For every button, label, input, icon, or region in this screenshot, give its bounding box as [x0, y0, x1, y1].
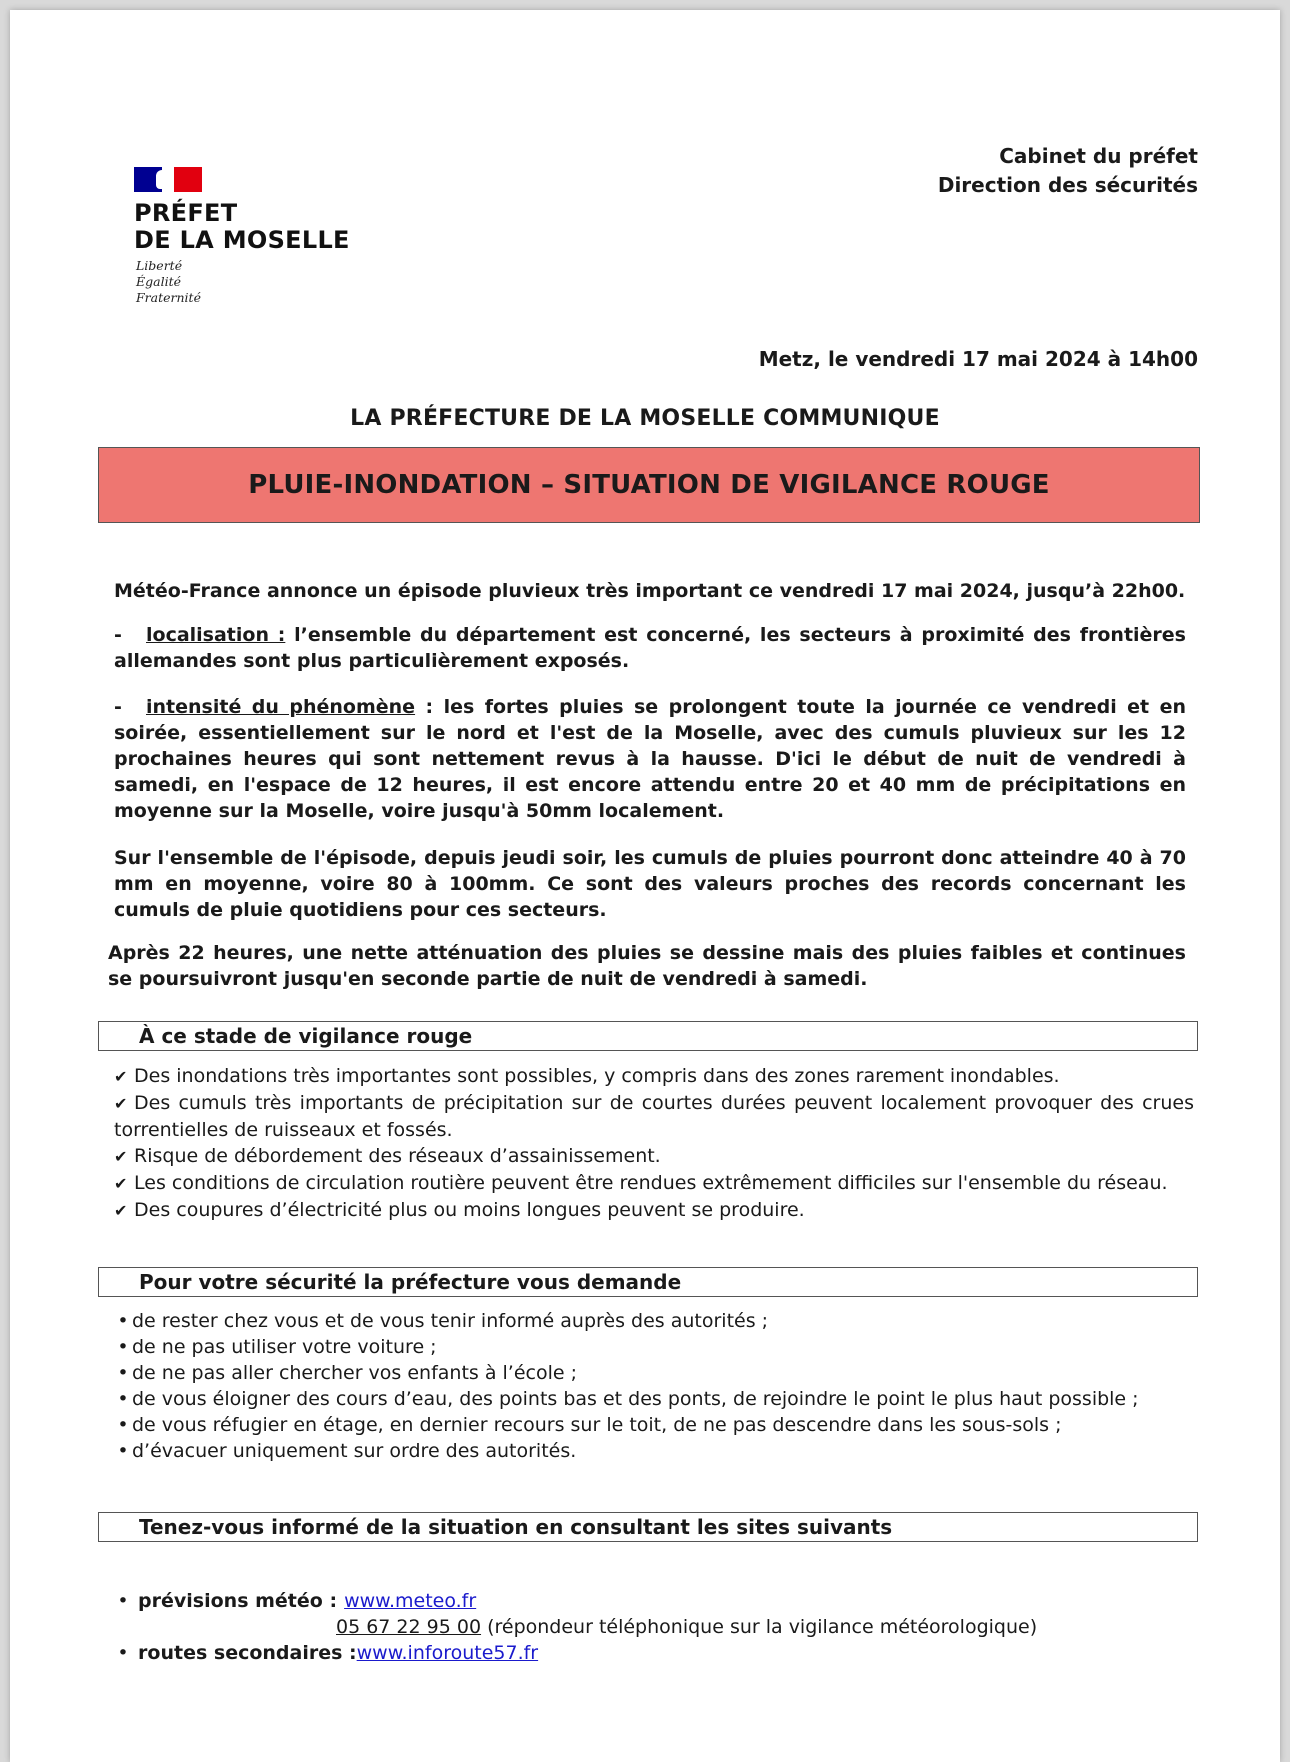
intensite-paragraph: [114, 694, 1186, 824]
meteo-link[interactable]: www.meteo.fr: [344, 1590, 477, 1612]
list-item: • de vous éloigner des cours d’eau, des points bas et des ponts, de rejoindre le point le plus haut possible ;: [114, 1386, 1194, 1412]
localisation-paragraph: [114, 622, 1186, 674]
list-item: ✔ Des inondations très importantes sont possibles, y compris dans des zones rarement inondables.: [114, 1063, 1194, 1090]
list-item: • d’évacuer uniquement sur ordre des autorités.: [114, 1438, 1194, 1464]
phone-number[interactable]: 05 67 22 95 00: [336, 1616, 482, 1638]
logo-line-1: PRÉFET: [134, 199, 238, 227]
communique-title: LA PRÉFECTURE DE LA MOSELLE COMMUNIQUE: [350, 406, 940, 431]
episode-paragraph: Sur l'ensemble de l'épisode, depuis jeudi soir, les cumuls de pluies pourront donc atteindre 40 à 70 mm en moyenne, voire 80 à 100mm. Ce sont des valeurs proches des records concernant les cumuls de pluie quotidiens pour ces secteurs.: [114, 847, 1186, 921]
inforoute-link[interactable]: www.inforoute57.fr: [356, 1642, 539, 1664]
check-icon: ✔: [114, 1201, 128, 1220]
section-title: Tenez-vous informé de la situation en consultant les sites suivants: [139, 1515, 893, 1539]
motto-liberte: Liberté: [136, 258, 183, 273]
motto-egalite: Égalité: [136, 274, 181, 289]
list-item: • de ne pas aller chercher vos enfants à l’école ;: [114, 1360, 1194, 1386]
phone-row: [114, 1614, 1194, 1640]
office-line-2: Direction des sécurités: [937, 173, 1198, 197]
dash: -: [114, 696, 122, 718]
section-title: Pour votre sécurité la préfecture vous demande: [139, 1270, 682, 1294]
office-line-1: Cabinet du préfet: [999, 144, 1198, 168]
alert-title: PLUIE-INONDATION – SITUATION DE VIGILANCE ROUGE: [248, 470, 1050, 500]
bullet-icon: •: [117, 1310, 129, 1332]
section-header-securite: [98, 1267, 1198, 1297]
marianne-flag-icon: [134, 167, 202, 192]
intensite-label: intensité du phénomène: [146, 696, 416, 718]
section-header-vigilance: [98, 1021, 1198, 1051]
date-line: Metz, le vendredi 17 mai 2024 à 14h00: [758, 347, 1198, 371]
republic-motto: [136, 258, 201, 306]
document-page: [10, 10, 1280, 1762]
previsions-label: prévisions météo :: [138, 1590, 338, 1612]
localisation-text: l’ensemble du département est concerné, les secteurs à proximité des frontières allemandes sont plus particulièrement exposés.: [114, 624, 1186, 672]
bullet-icon: •: [117, 1642, 129, 1664]
bullet-icon: •: [117, 1590, 129, 1612]
previsions-row: [114, 1588, 1194, 1614]
list-item: • de ne pas utiliser votre voiture ;: [114, 1334, 1194, 1360]
bullet-icon: •: [117, 1414, 129, 1436]
section-title: À ce stade de vigilance rouge: [139, 1024, 473, 1048]
phone-note: (répondeur téléphonique sur la vigilance météorologique): [481, 1616, 1038, 1638]
list-item: • de vous réfugier en étage, en dernier recours sur le toit, de ne pas descendre dans les sous-sols ;: [114, 1412, 1194, 1438]
bullet-icon: •: [117, 1388, 129, 1410]
list-item: • de rester chez vous et de vous tenir informé auprès des autorités ;: [114, 1308, 1194, 1334]
motto-fraternite: Fraternité: [136, 290, 201, 305]
prefecture-logo-text: [134, 200, 350, 254]
check-icon: ✔: [114, 1147, 128, 1166]
check-icon: ✔: [114, 1174, 128, 1193]
bullet-icon: •: [117, 1440, 129, 1462]
section-header-informe: [98, 1512, 1198, 1542]
alert-banner: [98, 447, 1200, 523]
vigilance-list: [114, 1063, 1194, 1224]
routes-label: routes secondaires :: [138, 1642, 357, 1664]
routes-row: [114, 1640, 1194, 1666]
list-item: ✔ Des coupures d’électricité plus ou moins longues peuvent se produire.: [114, 1197, 1194, 1224]
info-links: [114, 1588, 1194, 1666]
localisation-label: localisation :: [146, 624, 286, 646]
list-item: ✔ Les conditions de circulation routière peuvent être rendues extrêmement difficiles sur l'ensemble du réseau.: [114, 1170, 1194, 1197]
announcement-paragraph: Météo-France annonce un épisode pluvieux très important ce vendredi 17 mai 2024, jusqu’à 22h00.: [114, 580, 1186, 602]
check-icon: ✔: [114, 1094, 128, 1113]
dash: -: [114, 624, 122, 646]
logo-line-2: DE LA MOSELLE: [134, 226, 350, 254]
list-item: ✔ Des cumuls très importants de précipitation sur de courtes durées peuvent localement provoquer des crues torrentielles de ruisseaux et fossés.: [114, 1092, 1194, 1141]
securite-list: [114, 1308, 1194, 1464]
intensite-text: : les fortes pluies se prolongent toute la journée ce vendredi et en soirée, essentiellement sur le nord et l'est de la Moselle, avec des cumuls pluvieux sur les 12 prochaines heures qui sont nettement revus à la hausse. D'ici le début de nuit de vendredi à samedi, en l'espace de 12 heures, il est encore attendu entre 20 et 40 mm de précipitations en moyenne sur la Moselle, voire jusqu'à 50mm localement.: [114, 696, 1187, 822]
apres-paragraph: Après 22 heures, une nette atténuation des pluies se dessine mais des pluies faibles et continues se poursuivront jusqu'en seconde partie de nuit de vendredi à samedi.: [108, 942, 1186, 990]
bullet-icon: •: [117, 1336, 129, 1358]
office-heading: [938, 142, 1198, 200]
list-item: ✔ Risque de débordement des réseaux d’assainissement.: [114, 1143, 1194, 1170]
check-icon: ✔: [114, 1067, 128, 1086]
bullet-icon: •: [117, 1362, 129, 1384]
